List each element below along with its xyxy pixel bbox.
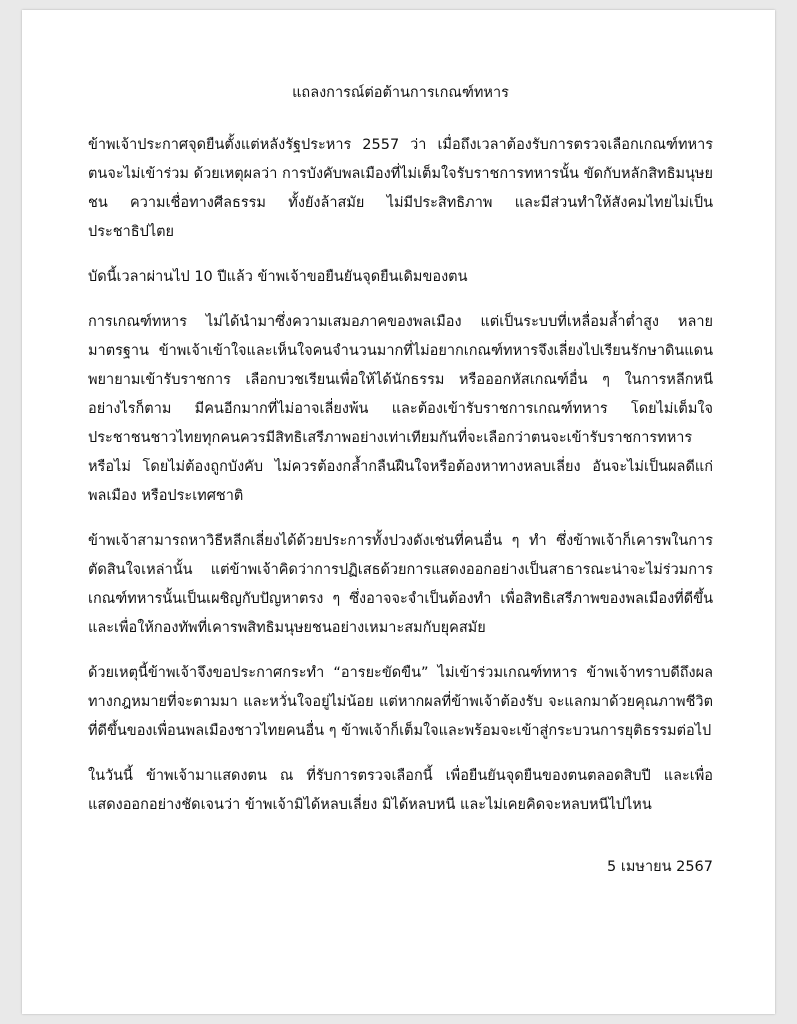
- paragraph-5: ด้วยเหตุนี้ข้าพเจ้าจึงขอประกาศกระทำ “อารยะขัดขืน” ไม่เข้าร่วมเกณฑ์ทหาร ข้าพเจ้าทราบดีถึงผลทางกฎหมายที่จะตามมา และหวั่นใจอยู่ไม่น้อย แต่หากผลที่ข้าพเจ้าต้องรับ จะแลกมาด้วยคุณภาพชีวิตที่ดีขึ้นของเพื่อนพลเมืองชาวไทยคนอื่น ๆ ข้าพเจ้าก็เต็มใจและพร้อมจะเข้าสู่กระบวนการยุติธรรมต่อไป: [88, 665, 713, 740]
- document-body: [88, 82, 713, 880]
- paragraph-4: ข้าพเจ้าสามารถหาวิธีหลีกเลี่ยงได้ด้วยประการทั้งปวงดังเช่นที่คนอื่น ๆ ทำ ซึ่งข้าพเจ้าก็เคารพในการตัดสินใจเหล่านั้น แต่ข้าพเจ้าคิดว่าการปฏิเสธด้วยการแสดงออกอย่างเป็นสาธารณะน่าจะไม่ร่วมการเกณฑ์ทหารนั้นเป็นเผชิญกับปัญหาตรง ๆ ซึ่งอาจจะจำเป็นต้องทำ เพื่อสิทธิเสรีภาพของพลเมืองที่ดีขึ้น และเพื่อให้กองทัพที่เคารพสิทธิมนุษยชนอย่างเหมาะสมกับยุคสมัย: [88, 533, 713, 637]
- paragraph-6: ในวันนี้ ข้าพเจ้ามาแสดงตน ณ ที่รับการตรวจเลือกนี้ เพื่อยืนยันจุดยืนของตนตลอดสิบปี และเพื่อแสดงออกอย่างชัดเจนว่า ข้าพเจ้ามิได้หลบเลี่ยง มิได้หลบหนี และไม่เคยคิดจะหลบหนีไปไหน: [88, 768, 713, 814]
- document-date: 5 เมษายน 2567: [607, 859, 713, 876]
- page-title: แถลงการณ์ต่อต้านการเกณฑ์ทหาร: [292, 85, 509, 101]
- paragraph-1: ข้าพเจ้าประกาศจุดยืนตั้งแต่หลังรัฐประหาร 2557 ว่า เมื่อถึงเวลาต้องรับการตรวจเลือกเกณฑ์ทหาร ตนจะไม่เข้าร่วม ด้วยเหตุผลว่า การบังคับพลเมืองที่ไม่เต็มใจรับราชการทหารนั้น ขัดกับหลักสิทธิมนุษยชน ความเชื่อทางศีลธรรม ทั้งยังล้าสมัย ไม่มีประสิทธิภาพ และมีส่วนทำให้สังคมไทยไม่เป็นประชาธิปไตย: [88, 137, 713, 241]
- paragraph-3: การเกณฑ์ทหาร ไม่ได้นำมาซึ่งความเสมอภาคของพลเมือง แต่เป็นระบบที่เหลื่อมล้ำต่ำสูง หลายมาตรฐาน ข้าพเจ้าเข้าใจและเห็นใจคนจำนวนมากที่ไม่อยากเกณฑ์ทหารจึงเลี่ยงไปเรียนรักษาดินแดน พยายามเข้ารับราชการ เลือกบวชเรียนเพื่อให้ได้นักธรรม หรือออกหัสเกณฑ์อื่น ๆ ในการหลีกหนี อย่างไรก็ตาม มีคนอีกมากที่ไม่อาจเลี่ยงพ้น และต้องเข้ารับราชการเกณฑ์ทหาร โดยไม่เต็มใจ ประชาชนชาวไทยทุกคนควรมีสิทธิเสรีภาพอย่างเท่าเทียมกันที่จะเลือกว่าตนจะเข้ารับราชการทหารหรือไม่ โดยไม่ต้องถูกบังคับ ไม่ควรต้องกล้ำกลืนฝืนใจหรือต้องหาทางหลบเลี่ยง อันจะไม่เป็นผลดีแก่พลเมือง หรือประเทศชาติ: [88, 314, 713, 505]
- paragraph-2: บัดนี้เวลาผ่านไป 10 ปีแล้ว ข้าพเจ้าขอยืนยันจุดยืนเดิมของตน: [88, 269, 468, 286]
- document-page: [22, 10, 775, 1014]
